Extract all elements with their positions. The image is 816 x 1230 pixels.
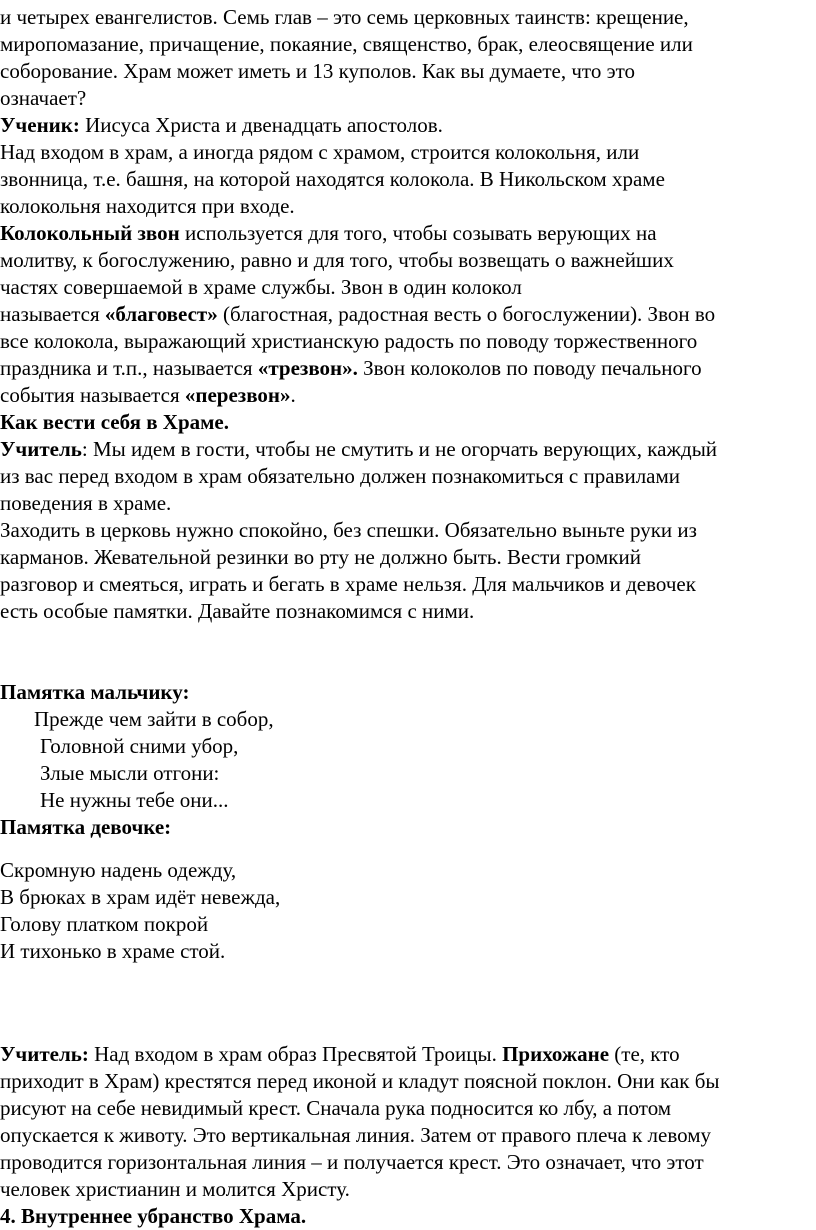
teacher-line: [0, 436, 717, 463]
boy-memo-title: [0, 679, 189, 706]
student-answer: [0, 112, 443, 139]
student-label: Ученик:: [0, 113, 80, 137]
term-trezvon: «трезвон».: [257, 356, 358, 380]
paragraph-line: частях совершаемой в храме службы. Звон в один колокол: [0, 275, 522, 299]
paragraph-line: миропомазание, причащение, покаяние, священство, брак, елеосвящение или: [0, 32, 693, 56]
paragraph-line: рисуют на себе невидимый крест. Сначала рука подносится ко лбу, а потом: [0, 1096, 672, 1120]
paragraph-line: опускается к животу. Это вертикальная линия. Затем от правого плеча к левому: [0, 1123, 711, 1147]
paragraph-line: разговор и смеяться, играть и бегать в храме нельзя. Для мальчиков и девочек: [0, 572, 696, 596]
teacher-label: Учитель:: [0, 1042, 89, 1066]
text-span: (те, кто: [609, 1042, 680, 1066]
text-span: (благостная, радостная весть о богослужении). Звон во: [217, 302, 716, 326]
term-parishioners: Прихожане: [502, 1042, 610, 1066]
student-answer-text: Иисуса Христа и двенадцать апостолов.: [79, 113, 443, 137]
paragraph-line: молитву, к богослужению, равно и для того, чтобы возвещать о важнейших: [0, 248, 674, 272]
term-blagovest: «благовест»: [104, 302, 218, 326]
paragraph-line: [0, 220, 657, 247]
section-heading: [0, 409, 229, 436]
paragraph-line: проводится горизонтальная линия – и получается крест. Это означает, что этот: [0, 1150, 704, 1174]
paragraph-line: поведения в храме.: [0, 491, 172, 515]
memo-title-text: Памятка мальчику:: [0, 680, 190, 704]
paragraph-line: [0, 301, 715, 328]
paragraph-line: все колокола, выражающий христианскую радость по поводу торжественного: [0, 329, 698, 353]
paragraph-line: карманов. Жевательной резинки во рту не должно быть. Вести громкий: [0, 545, 641, 569]
poem-line: Злые мысли отгони:: [40, 761, 220, 785]
memo-title-text: Памятка девочке:: [0, 815, 172, 839]
text-span: используется для того, чтобы созывать верующих на: [179, 221, 657, 245]
paragraph-line: есть особые памятки. Давайте познакомимся с ними.: [0, 599, 475, 623]
heading-text: 4. Внутреннее убранство Храма.: [0, 1204, 307, 1228]
paragraph-line: человек христианин и молится Христу.: [0, 1177, 350, 1201]
text-span: называется: [0, 302, 105, 326]
poem-line: В брюках в храм идёт невежда,: [0, 885, 281, 909]
paragraph-line: из вас перед входом в храм обязательно должен познакомиться с правилами: [0, 464, 681, 488]
paragraph-line: звонница, т.е. башня, на которой находятся колокола. В Никольском храме: [0, 167, 665, 191]
paragraph-line: соборование. Храм может иметь и 13 куполов. Как вы думаете, что это: [0, 59, 635, 83]
text-span: .: [290, 383, 296, 407]
poem-line: Головной сними убор,: [40, 734, 239, 758]
paragraph-line: Заходить в церковь нужно спокойно, без спешки. Обязательно выньте руки из: [0, 518, 697, 542]
section-4-heading: [0, 1203, 306, 1230]
poem-line: И тихонько в храме стой.: [0, 939, 226, 963]
girl-memo-title: [0, 814, 171, 841]
paragraph-line: колокольня находится при входе.: [0, 194, 295, 218]
text-span: Над входом в храм образ Пресвятой Троицы.: [88, 1042, 503, 1066]
text-span: праздника и т.п., называется: [0, 356, 258, 380]
poem-line: Прежде чем зайти в собор,: [34, 707, 274, 731]
heading-text: Как вести себя в Храме.: [0, 410, 230, 434]
poem-line: Голову платком покрой: [0, 912, 209, 936]
paragraph-line: Над входом в храм, а иногда рядом с храмом, строится колокольня, или: [0, 140, 640, 164]
paragraph-line: [0, 355, 702, 382]
poem-line: Не нужны тебе они...: [40, 788, 229, 812]
teacher-line: [0, 1041, 680, 1068]
term-perezvon: «перезвон»: [184, 383, 291, 407]
term-bell-ringing: Колокольный звон: [0, 221, 180, 245]
teacher-label: Учитель: [0, 437, 82, 461]
text-span: события называется: [0, 383, 185, 407]
paragraph-line: [0, 382, 296, 409]
paragraph-line: означает?: [0, 86, 87, 110]
poem-line: Скромную надень одежду,: [0, 858, 237, 882]
text-span: : Мы идем в гости, чтобы не смутить и не огорчать верующих, каждый: [81, 437, 718, 461]
paragraph-line: приходит в Храм) крестятся перед иконой и кладут поясной поклон. Они как бы: [0, 1069, 720, 1093]
text-span: Звон колоколов по поводу печального: [357, 356, 702, 380]
paragraph-line: и четырех евангелистов. Семь глав – это семь церковных таинств: крещение,: [0, 5, 689, 29]
